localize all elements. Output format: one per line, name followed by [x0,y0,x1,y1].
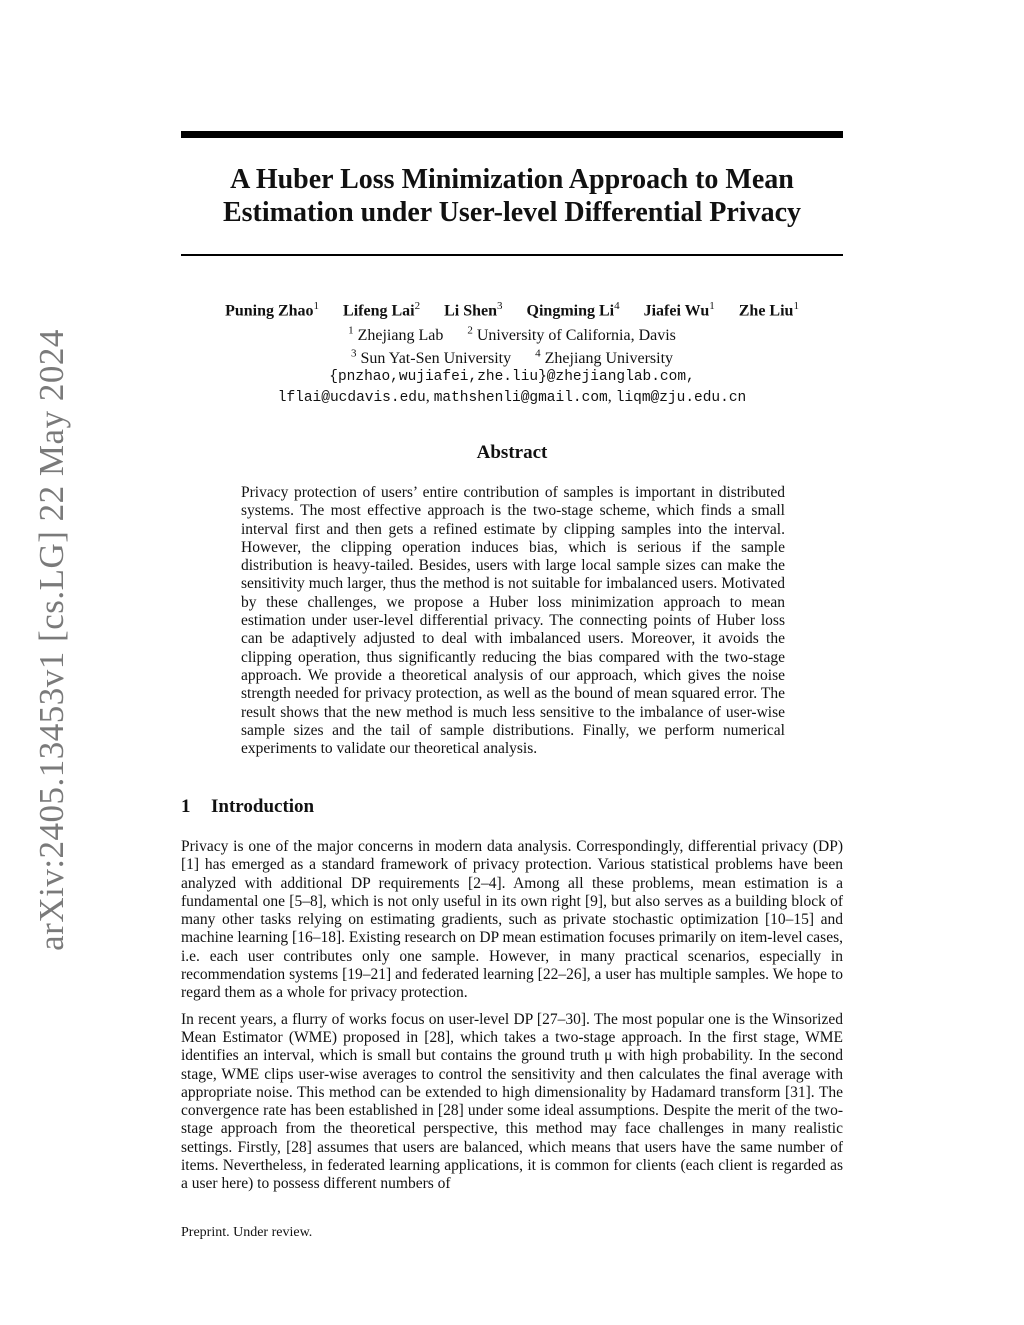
title-bottom-rule [181,254,843,256]
author-name: Li Shen$^3$ [444,300,503,320]
affiliation-line: $^1$ Zhejiang Lab $^2$ University of California, Davis [348,324,676,344]
section-number: 1 [181,796,191,817]
author-name: Zhe Liu$^1$ [738,300,799,320]
author-list [181,297,843,320]
email-link[interactable]: mathshenli@gmail.com [433,389,608,406]
abstract-heading: Abstract [476,442,548,463]
abstract-text: Privacy protection of users’ entire contribution of samples is important in distributed systems. The most effective approach is the two-stage scheme, which finds a small interval first and then gets a refined estimate by clipping samples into the interval. However, the clipping operation induces bias, which is serious if the sample distribution is heavy-tailed. Besides, users with large local sample sizes can make the sensitivity much larger, thus the method is not suitable for imbalanced users. Motivated by these challenges, we propose a Huber loss minimization approach to mean estimation under user-level differential privacy. The connecting points of Huber loss can be adaptively adjusted to deal with imbalanced users. Moreover, it avoids the clipping operation, thus significantly reducing the bias compared with the two-stage approach. We provide a theoretical analysis of our approach, which gives the noise strength needed for privacy protection, as well as the bound of mean squared error. The result shows that the new method is much less sensitive to the imbalance of user-wise sample sizes and the tail of sample distributions. Finally, we perform numerical experiments to validate our theoretical analysis. [241,484,785,758]
introduction-body [181,838,843,1202]
author-name: Puning Zhao$^1$ [225,300,320,320]
arxiv-identifier-stamp: arXiv:2405.13453v1 [cs.LG] 22 May 2024 [32,329,71,951]
page-footer: Preprint. Under review. [181,1225,313,1240]
section-heading [181,796,314,818]
author-name: Jiafei Wu$^1$ [643,300,715,320]
author-name: Lifeng Lai$^2$ [343,300,421,320]
title-top-rule [181,131,843,138]
paper-title: A Huber Loss Minimization Approach to Mean Estimation under User-level Differential Privacy [222,164,802,228]
author-block [181,297,843,408]
email-line: {pnzhao,wujiafei,zhe.liu}@zhejianglab.com, [329,368,695,385]
paragraph: Privacy is one of the major concerns in modern data analysis. Correspondingly, differential privacy (DP) [1] has emerged as a standard framework of privacy protection. Various statistical problems have been analyzed with additional DP requirements [2–4]. Among all these problems, mean estimation is a fundamental one [5–8], which is not only useful in its own right [9], but also serves as a building block of many other tasks relying on estimating gradients, such as private stochastic optimization [10–15] and machine learning [16–18]. Existing research on DP mean estimation focuses primarily on item-level cases, i.e. each user contributes only one sample. However, in many practical scenarios, especially in recommendation systems [19–21] and federated learning [22–26], a user has multiple samples. We hope to regard them as a whole for privacy protection. [181,838,843,1002]
email-line: lflai@ucdavis.edu, mathshenli@gmail.com, liqm@zju.edu.cn [277,387,747,406]
affiliation-line: $^3$ Sun Yat-Sen University $^4$ Zhejiang University [350,347,674,367]
author-name: Qingming Li$^4$ [526,300,620,320]
email-link[interactable]: lflai@ucdavis.edu [277,389,426,406]
paragraph: In recent years, a flurry of works focus on user-level DP [27–30]. The most popular one is the Winsorized Mean Estimator (WME) proposed in [28], which takes a two-stage approach. In the first stage, WME identifies an interval, which is small but contains the ground truth μ with high probability. In the second stage, WME clips user-wise averages to control the sensitivity and then calculates the final average with appropriate noise. This method can be extended to high dimensionality by Hadamard transform [31]. The convergence rate has been established in [28] under some ideal assumptions. Despite the merit of the two-stage approach from the theoretical perspective, this method may face challenges in many realistic settings. Firstly, [28] assumes that users are balanced, which means that users have the same number of items. Nevertheless, in federated learning applications, it is common for clients (each client is regarded as a user here) to possess different numbers of [181,1010,843,1193]
section-title: Introduction [211,796,315,817]
email-link[interactable]: liqm@zju.edu.cn [615,389,747,406]
